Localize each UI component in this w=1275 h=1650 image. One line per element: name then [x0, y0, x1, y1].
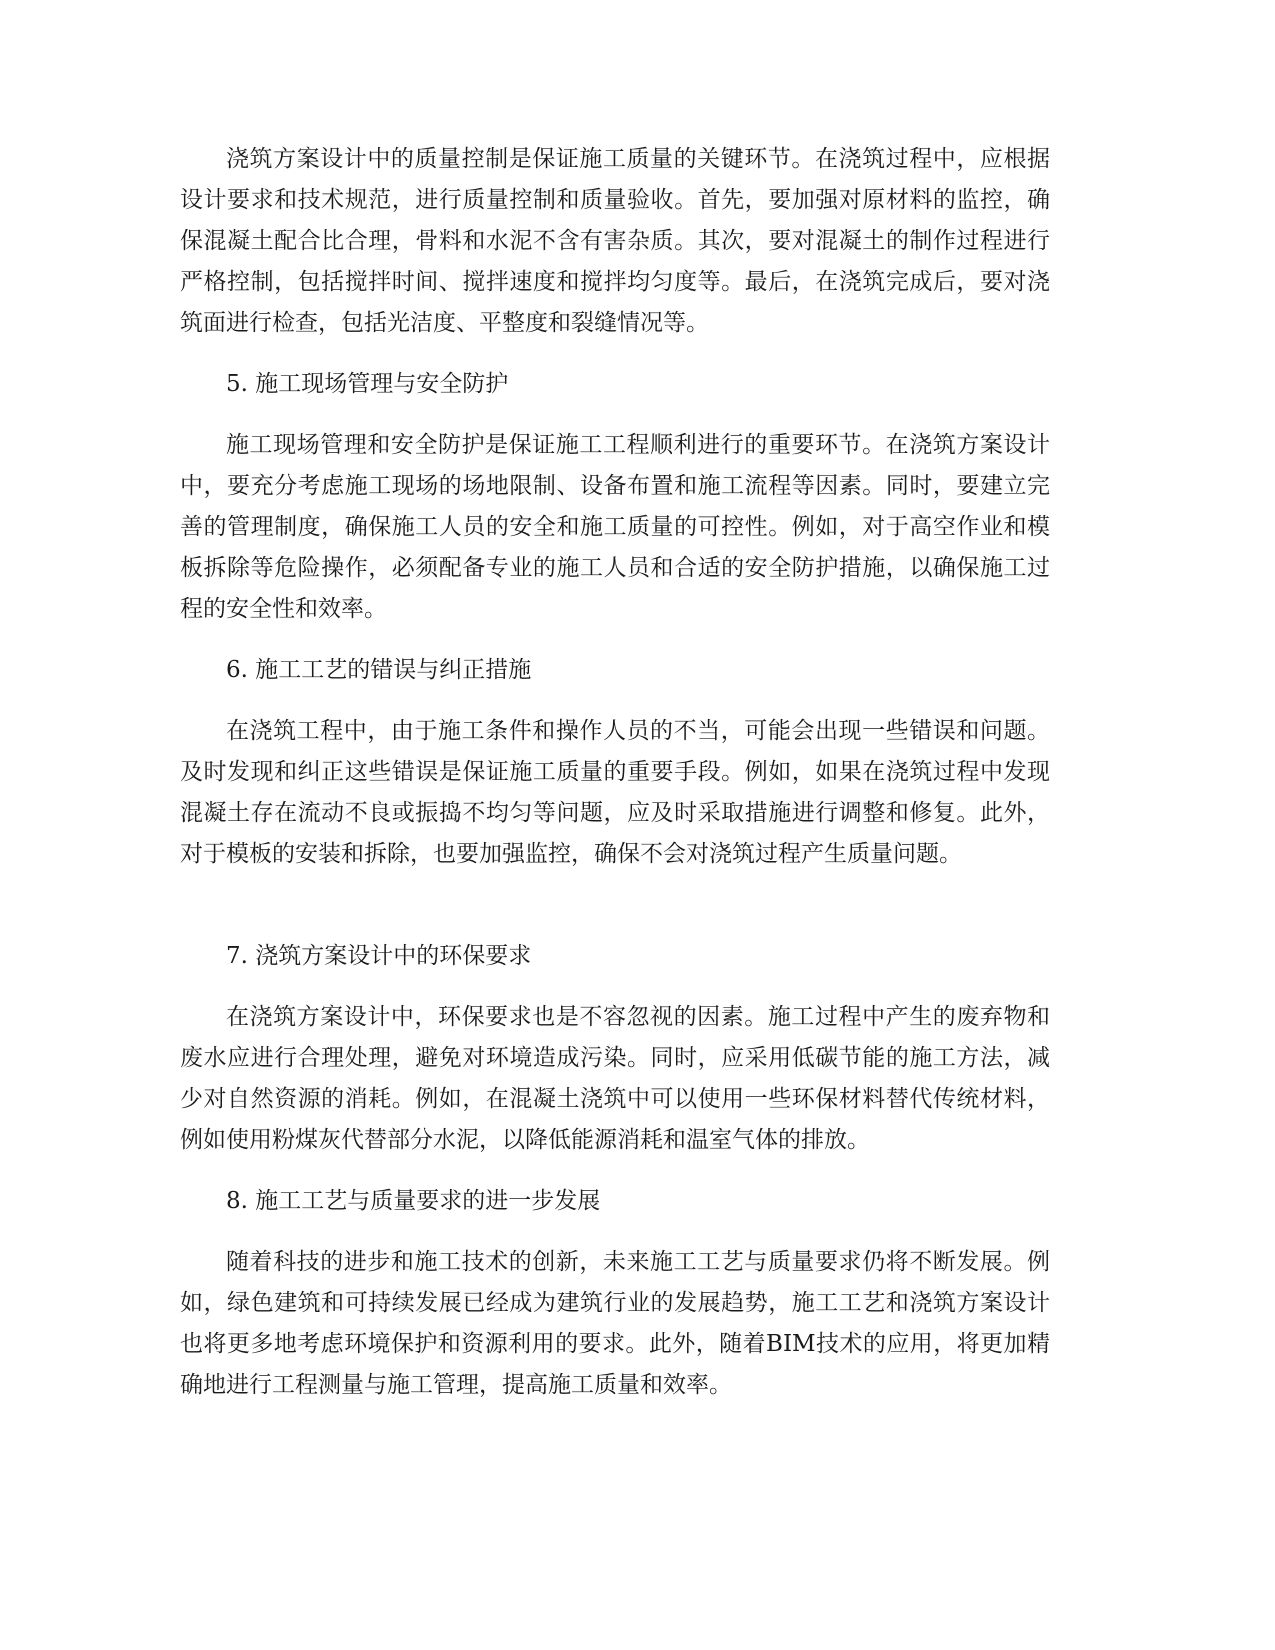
paragraph-future-development: 随着科技的进步和施工技术的创新，未来施工工艺与质量要求仍将不断发展。例如，绿色建筑和可持续发展已经成为建筑行业的发展趋势，施工工艺和浇筑方案设计也将更多地考虑环境保护和资源利用的要求。此外，随着BIM技术的应用，将更加精确地进行工程测量与施工管理，提高施工质量和效率。 — [180, 1249, 1050, 1398]
paragraph-error-correction: 在浇筑工程中，由于施工条件和操作人员的不当，可能会出现一些错误和问题。及时发现和纠正这些错误是保证施工质量的重要手段。例如，如果在浇筑过程中发现混凝土存在流动不良或振捣不均匀等问题，应及时采取措施进行调整和修复。此外，对于模板的安装和拆除，也要加强监控，确保不会对浇筑过程产生质量问题。 — [180, 718, 1050, 867]
paragraph-site-management: 施工现场管理和安全防护是保证施工工程顺利进行的重要环节。在浇筑方案设计中，要充分考虑施工现场的场地限制、设备布置和施工流程等因素。同时，要建立完善的管理制度，确保施工人员的安全和施工质量的可控性。例如，对于高空作业和模板拆除等危险操作，必须配备专业的施工人员和合适的安全防护措施，以确保施工过程的安全性和效率。 — [180, 432, 1050, 622]
section-heading-5: 5. 施工现场管理与安全防护 — [226, 371, 509, 397]
paragraph-environmental: 在浇筑方案设计中，环保要求也是不容忽视的因素。施工过程中产生的废弃物和废水应进行合理处理，避免对环境造成污染。同时，应采用低碳节能的施工方法，减少对自然资源的消耗。例如，在混凝土浇筑中可以使用一些环保材料替代传统材料，例如使用粉煤灰代替部分水泥，以降低能源消耗和温室气体的排放。 — [180, 1004, 1050, 1153]
section-heading-6: 6. 施工工艺的错误与纠正措施 — [226, 657, 532, 683]
paragraph-quality-control: 浇筑方案设计中的质量控制是保证施工质量的关键环节。在浇筑过程中，应根据设计要求和技术规范，进行质量控制和质量验收。首先，要加强对原材料的监控，确保混凝土配合比合理，骨料和水泥不含有害杂质。其次，要对混凝土的制作过程进行严格控制，包括搅拌时间、搅拌速度和搅拌均匀度等。最后，在浇筑完成后，要对浇筑面进行检查，包括光洁度、平整度和裂缝情况等。 — [180, 146, 1050, 336]
section-heading-8: 8. 施工工艺与质量要求的进一步发展 — [226, 1188, 601, 1214]
section-heading-7: 7. 浇筑方案设计中的环保要求 — [226, 943, 532, 969]
